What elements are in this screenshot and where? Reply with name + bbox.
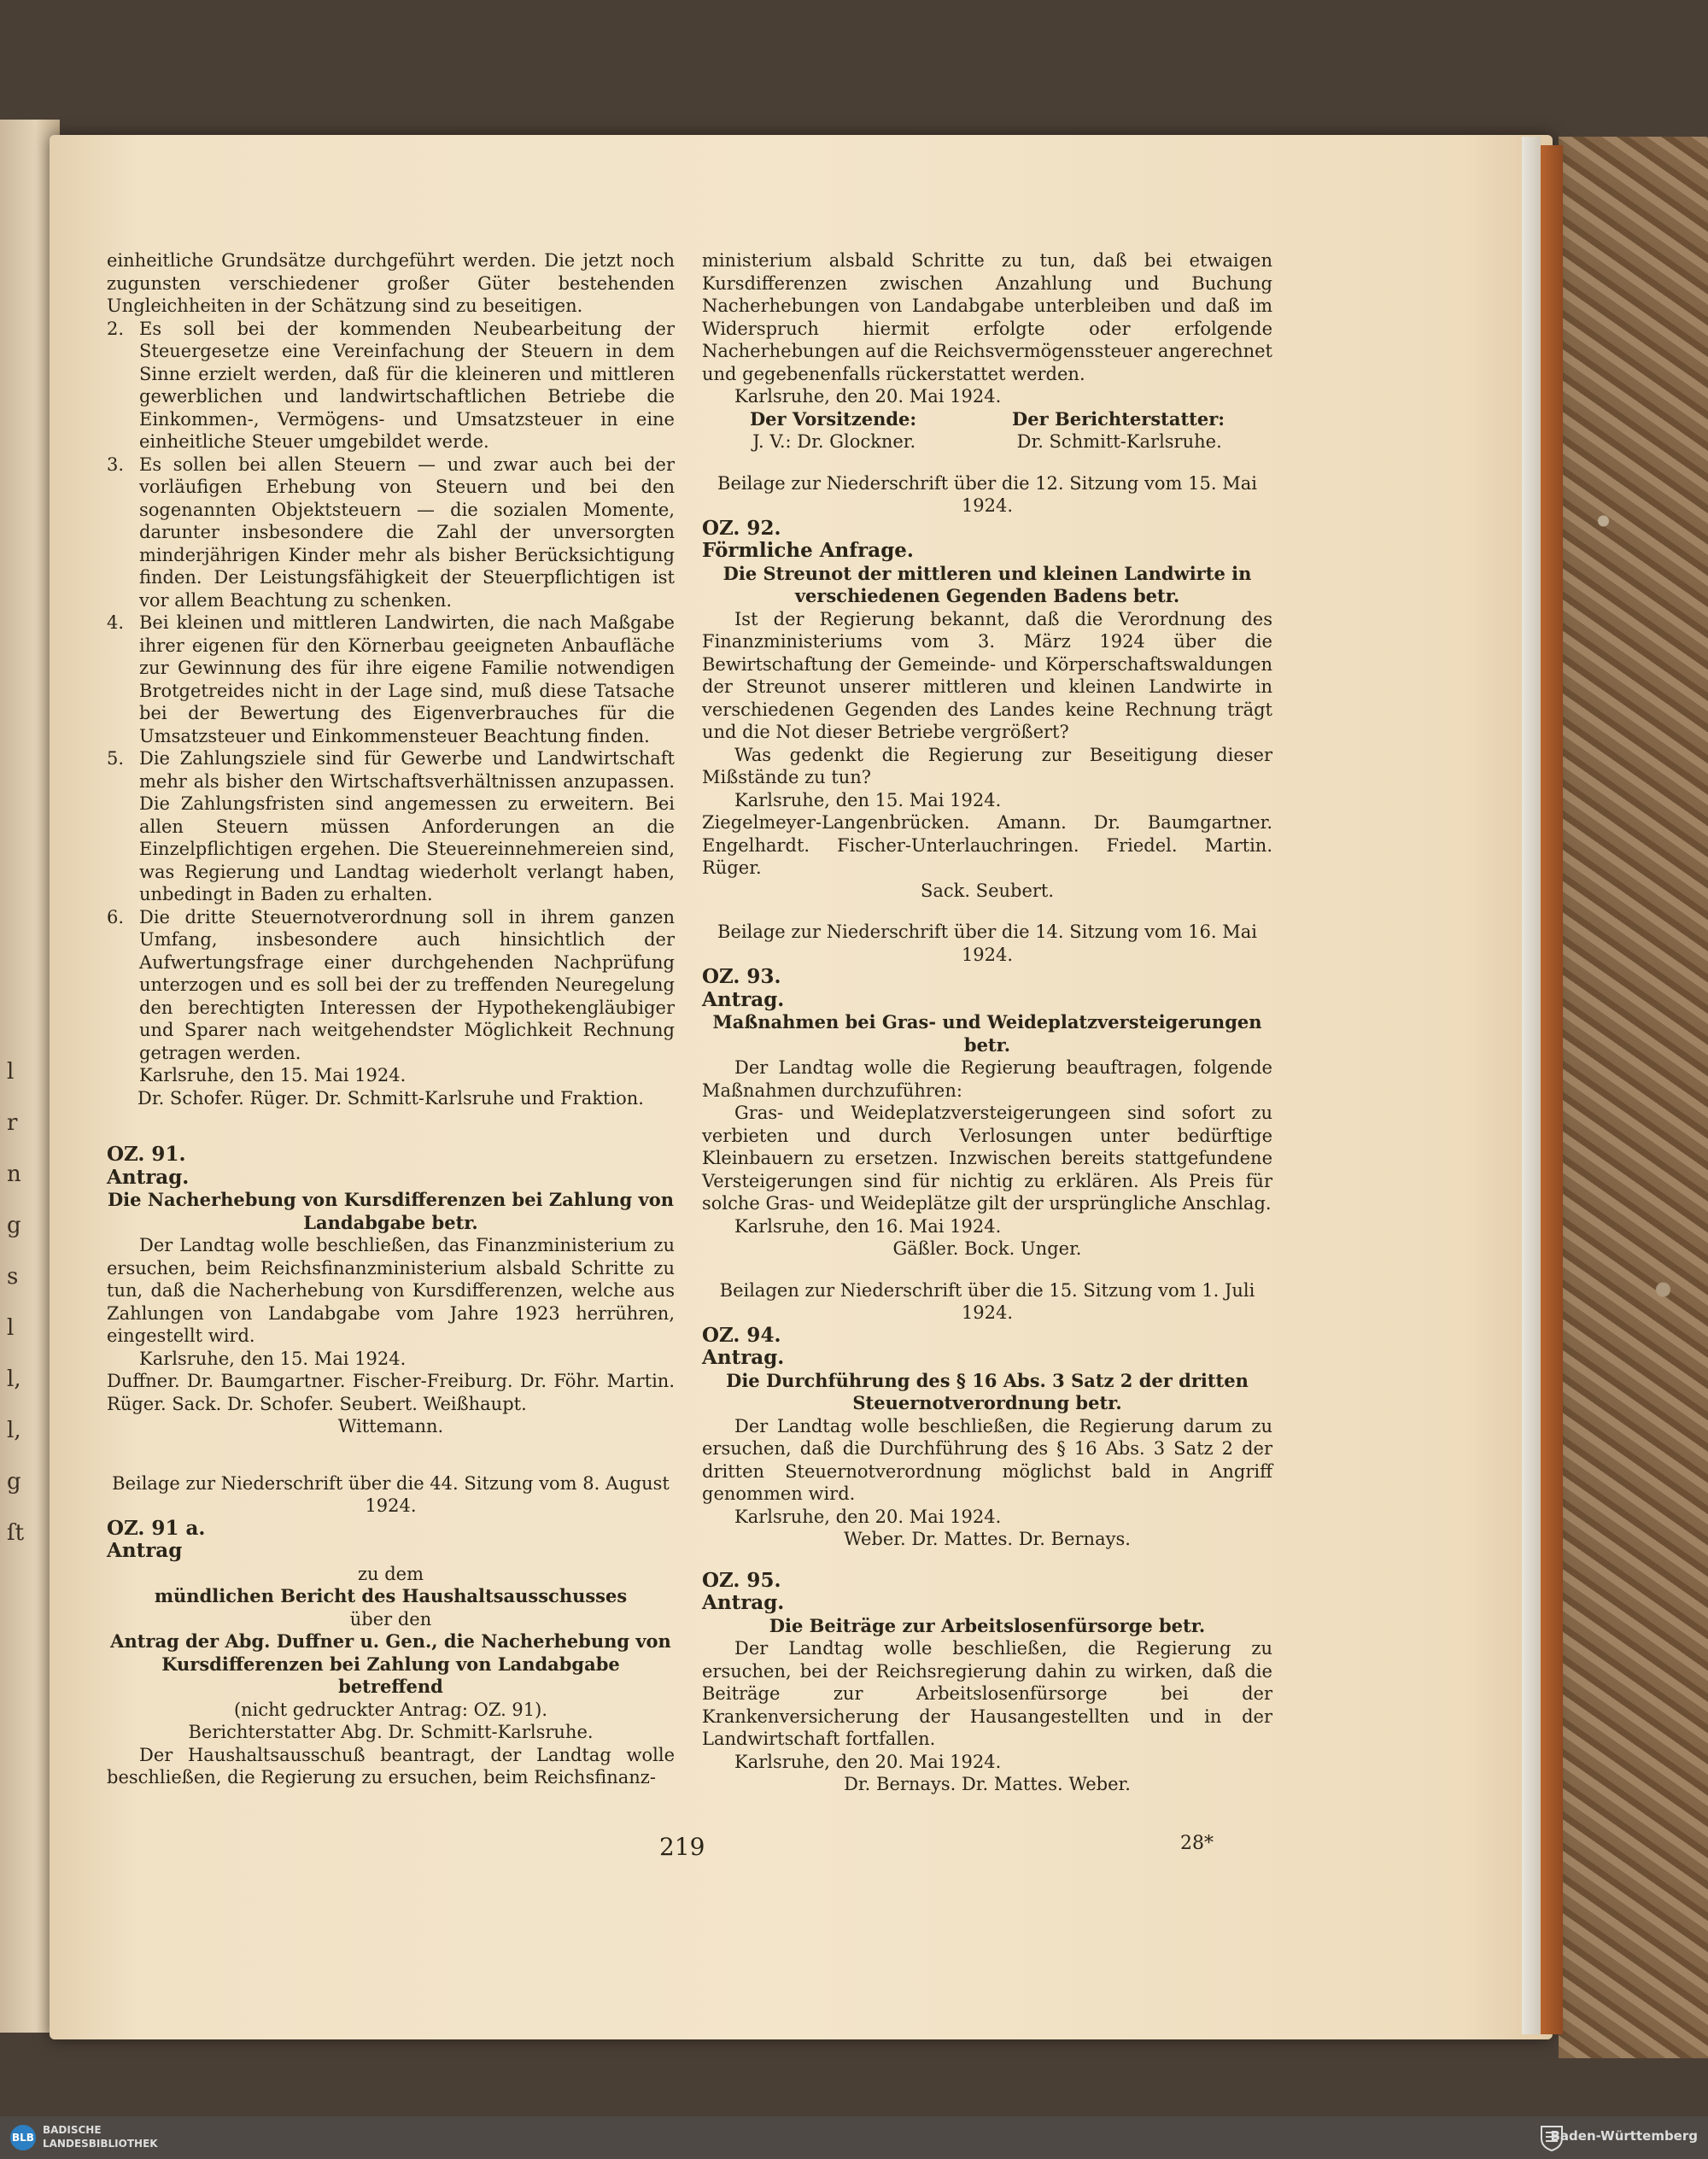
section-subject: Die Nacherhebung von Kursdifferenzen bei Zahlung von Landabgabe betr. — [107, 1189, 675, 1233]
institution-line-2: LANDESBIBLIOTHEK — [43, 2138, 158, 2150]
section-heading: OZ. 91 a. — [107, 1516, 206, 1540]
paragraph: Ziegelmeyer-Langenbrücken. Amann. Dr. Baumgartner. Engelhardt. Fischer-Unterlauchringen. Friedel. Martin. Rüger. — [702, 812, 1272, 878]
section-subject: Die Streunot der mittleren und kleinen Landwirte in verschiedenen Gegenden Badens betr. — [722, 562, 1252, 606]
item-text: Es sollen bei allen Steuern — und zwar auch bei der vorläufigen Erhebung von Steuern und bei den sogenannten Objektsteuern — die sozialen Momente, darunter insbesondere die Zahl der unversorgten minderjährigen Kinder mehr als bisher Berücksichtigung finden. Der Leistungsfähigkeit der Steuerpflichtigen ist vor allem Beachtung zu schenken. — [139, 453, 675, 611]
facing-page-fragment: s — [7, 1264, 19, 1290]
paragraph: Ist der Regierung bekannt, daß die Verordnung des Finanzministeriums vom 3. März 1924 über die Bewirtschaftung der Gemeinde- und Körperschaftswaldungen der Streunot unserer mittleren und kleinen Landwirte in verschiedenen Gegenden des Landes keine Rechnung trägt und die Not dieser Betriebe vergrößert? — [702, 608, 1272, 742]
item-number: 4. — [107, 612, 125, 633]
paragraph: Der Haushaltsausschuß beantragt, der Landtag wolle beschließen, die Regierung zu ersuchen, beim Reichsfinanz- — [107, 1744, 675, 1787]
book-binding-edge — [1541, 145, 1563, 2034]
centered-line: Dr. Bernays. Dr. Mattes. Weber. — [844, 1774, 1131, 1794]
paragraph: Gras- und Weideplatzversteigerungeen sind sofort zu verbieten und durch Verlosungen unter bedürftige Kleinbauern zu ersetzen. Inzwischen bereits stattgefundene Versteigerungen sind für nichtig zu erklären. Als Preis für solche Gras- und Weideplätze gilt der ursprüngliche Anschlag. — [702, 1103, 1272, 1214]
centered-line: Beilage zur Niederschrift über die 44. Sitzung vom 8. August 1924. — [112, 1472, 670, 1516]
facing-page-fragment: ſt — [7, 1520, 25, 1546]
paragraph: Karlsruhe, den 15. Mai 1924. — [734, 789, 1002, 810]
section-subject: Die Durchführung des § 16 Abs. 3 Satz 2 der dritten Steuernotverordnung betr. — [726, 1369, 1249, 1413]
state-label[interactable]: Baden-Württemberg — [1550, 2128, 1698, 2144]
centered-line: Sack. Seubert. — [920, 880, 1055, 901]
centered-line: Gäßler. Bock. Unger. — [892, 1238, 1082, 1259]
spacer — [107, 1438, 675, 1472]
section-subject: Antrag der Abg. Duffner u. Gen., die Nacherhebung von Kursdifferenzen bei Zahlung von Landabgabe betreffend — [110, 1630, 671, 1697]
item-number: 6. — [107, 906, 125, 927]
section-heading: Antrag. — [107, 1165, 190, 1189]
paragraph: Der Landtag wolle beschließen, die Regierung darum zu ersuchen, daß die Durchführung des § 16 Abs. 3 Satz 2 der dritten Steuernotverordnung möglichst bald in Angriff genommen wird. — [702, 1415, 1272, 1504]
spacer — [702, 453, 1272, 472]
spacer — [702, 1261, 1272, 1279]
facing-page-fragment: n — [7, 1161, 21, 1187]
centered-line: über den — [349, 1608, 432, 1629]
institution-name[interactable] — [43, 2123, 158, 2150]
centered-line: Wittemann. — [337, 1416, 444, 1436]
centered-line: (nicht gedruckter Antrag: OZ. 91). — [233, 1699, 548, 1720]
facing-page-fragment: g — [7, 1213, 21, 1238]
paragraph: Was gedenkt die Regierung zur Beseitigung dieser Mißstände zu tun? — [702, 744, 1272, 787]
section-heading: OZ. 95. — [702, 1568, 781, 1592]
left-text-column — [107, 249, 675, 1789]
paragraph: Karlsruhe, den 15. Mai 1924. — [139, 1065, 407, 1085]
paragraph: einheitliche Grundsätze durchgeführt werden. Die jetzt noch zugunsten verschiedener großer Güter bestehenden Ungleichheiten in der Schätzung sind zu beseitigen. — [107, 250, 675, 316]
centered-line: Beilage zur Niederschrift über die 14. Sitzung vom 16. Mai 1924. — [717, 922, 1257, 965]
section-heading: Antrag. — [702, 1346, 785, 1369]
page-stack-edge — [1522, 137, 1541, 2034]
item-number: 3. — [107, 453, 125, 475]
facing-page-fragment: l — [7, 1315, 15, 1341]
section-subject: Maßnahmen bei Gras- und Weideplatzversteigerungen betr. — [712, 1011, 1262, 1056]
numbered-paragraph — [107, 318, 675, 453]
signature-right: Der Berichterstatter: — [1012, 407, 1225, 430]
section-heading: Antrag. — [702, 987, 785, 1011]
page-number: 219 — [659, 1833, 705, 1861]
paragraph: Der Landtag wolle beschließen, das Finanzministerium zu ersuchen, beim Reichsfinanzministerium alsbald Schritte zu tun, daß die Nacherhebung von Kursdifferenzen, welche aus Zahlungen von Landabgabe vom Jahre 1923 herrühren, eingestellt wird. — [107, 1235, 675, 1346]
section-subject: mündlichen Bericht des Haushaltsausschusses — [154, 1585, 628, 1606]
facing-page-fragment: l, — [7, 1418, 21, 1443]
item-text: Bei kleinen und mittleren Landwirten, die nach Maßgabe ihrer eigenen für den Körnerbau geeigneten Anbaufläche zur Gewinnung des für ihre eigene Familie notwendigen Brotgetreides nicht in der Lage sind, muß diese Tatsache bei der Bewertung des Eigenverbrauches für die Umsatzsteuer und Einkommensteuer Beachtung finden. — [139, 612, 675, 746]
signature-row — [702, 430, 1272, 453]
section-heading: OZ. 91. — [107, 1143, 186, 1166]
section-heading: OZ. 94. — [702, 1323, 781, 1347]
numbered-paragraph — [107, 453, 675, 612]
section-heading: Antrag. — [702, 1591, 785, 1614]
paragraph: Der Landtag wolle die Regierung beauftragen, folgende Maßnahmen durchzuführen: — [702, 1057, 1272, 1101]
item-text: Die Zahlungsziele sind für Gewerbe und Landwirtschaft mehr als bisher den Wirtschaftsverhältnissen anzupassen. Die Zahlungsfristen sind angemessen zu erweitern. Bei allen Steuern müssen Anforderungen an die Einzelpflichtigen ergehen. Die Steuereinnehmereien sind, was Regierung und Landtag wiederholt verlangt haben, unbedingt in Baden zu erhalten. — [139, 748, 675, 904]
numbered-paragraph — [107, 906, 675, 1065]
marbled-cover — [1559, 137, 1708, 2058]
item-number: 5. — [107, 748, 125, 769]
numbered-paragraph — [107, 611, 675, 747]
item-text: Die dritte Steuernotverordnung soll in ihrem ganzen Umfang, insbesondere auch hinsichtlich der Aufwertungsfrage einer durchgehenden Nachprüfung unterzogen und es soll bei der zu treffenden Neuregelung den berechtigten Interessen der Hypothekengläubiger und Sparer nach weitgehendster Möglichkeit Rechnung getragen werden. — [139, 906, 675, 1063]
section-subject: Die Beiträge zur Arbeitslosenfürsorge betr. — [769, 1614, 1206, 1636]
spacer — [107, 1109, 675, 1144]
institution-line-1: BADISCHE — [43, 2124, 102, 2136]
spacer — [702, 1551, 1272, 1570]
signature-left: J. V.: Dr. Glockner. — [752, 431, 916, 452]
spacer — [702, 902, 1272, 921]
signature-left: Der Vorsitzende: — [749, 407, 917, 430]
right-text-column — [702, 249, 1272, 1796]
item-number: 2. — [107, 318, 125, 339]
signature-row — [702, 408, 1272, 431]
paragraph: Duffner. Dr. Baumgartner. Fischer-Freiburg. Dr. Föhr. Martin. Rüger. Sack. Dr. Schofer. Seubert. Weißhaupt. — [107, 1371, 675, 1414]
section-heading: Förmliche Anfrage. — [702, 539, 914, 562]
facing-page-fragment: l — [7, 1059, 15, 1085]
centered-line: Weber. Dr. Mattes. Dr. Bernays. — [844, 1529, 1131, 1549]
section-heading: OZ. 93. — [702, 965, 781, 988]
signature-right: Dr. Schmitt-Karlsruhe. — [1016, 431, 1222, 452]
centered-line: Beilage zur Niederschrift über die 12. Sitzung vom 15. Mai 1924. — [717, 472, 1257, 516]
item-text: Es soll bei der kommenden Neubearbeitung der Steuergesetze eine Vereinfachung der Steuern in dem Sinne erzielt werden, daß für die kleineren und mittleren gewerblichen und landwirtschaftlichen Betriebe die Einkommen-, Vermögens- und Umsatzsteuer in eine einheitliche Steuer umgebildet werde. — [139, 318, 675, 452]
signature-mark: 28* — [1180, 1833, 1214, 1854]
centered-line: zu dem — [357, 1563, 424, 1584]
blb-logo[interactable]: BLB — [10, 2125, 36, 2150]
section-heading: OZ. 92. — [702, 516, 781, 540]
section-heading: Antrag — [107, 1539, 183, 1562]
numbered-paragraph — [107, 747, 675, 906]
centered-line: Dr. Schofer. Rüger. Dr. Schmitt-Karlsruhe und Fraktion. — [137, 1087, 644, 1109]
paragraph: ministerium alsbald Schritte zu tun, daß bei etwaigen Kursdifferenzen zwischen Anzahlung und Buchung Nacherhebungen von Landabgabe unterbleiben und daß im Widerspruch hiermit erfolgte oder erfolgende Nacherhebungen auf die Reichsvermögenssteuer angerechnet und gegebenenfalls rückerstattet werden. — [702, 250, 1272, 384]
paragraph: Karlsruhe, den 20. Mai 1924. — [734, 386, 1002, 407]
paragraph: Karlsruhe, den 15. Mai 1924. — [139, 1348, 407, 1369]
paragraph: Der Landtag wolle beschließen, die Regierung zu ersuchen, bei der Reichsregierung dahin zu wirken, daß die Beiträge zur Arbeitslosenfürsorge bei der Krankenversicherung der Hausangestellten und in der Landwirtschaft fortfallen. — [702, 1638, 1272, 1749]
paragraph: Karlsruhe, den 16. Mai 1924. — [734, 1215, 1002, 1237]
facing-page-fragment: g — [7, 1469, 21, 1495]
centered-line: Berichterstatter Abg. Dr. Schmitt-Karlsruhe. — [188, 1722, 594, 1742]
centered-line: Beilagen zur Niederschrift über die 15. Sitzung vom 1. Juli 1924. — [719, 1279, 1255, 1323]
paragraph: Karlsruhe, den 20. Mai 1924. — [734, 1751, 1002, 1772]
facing-page-fragment: l, — [7, 1366, 21, 1392]
facing-page-fragment: r — [7, 1110, 18, 1136]
footer-bar — [0, 2116, 1708, 2159]
paragraph: Karlsruhe, den 20. Mai 1924. — [734, 1506, 1002, 1527]
